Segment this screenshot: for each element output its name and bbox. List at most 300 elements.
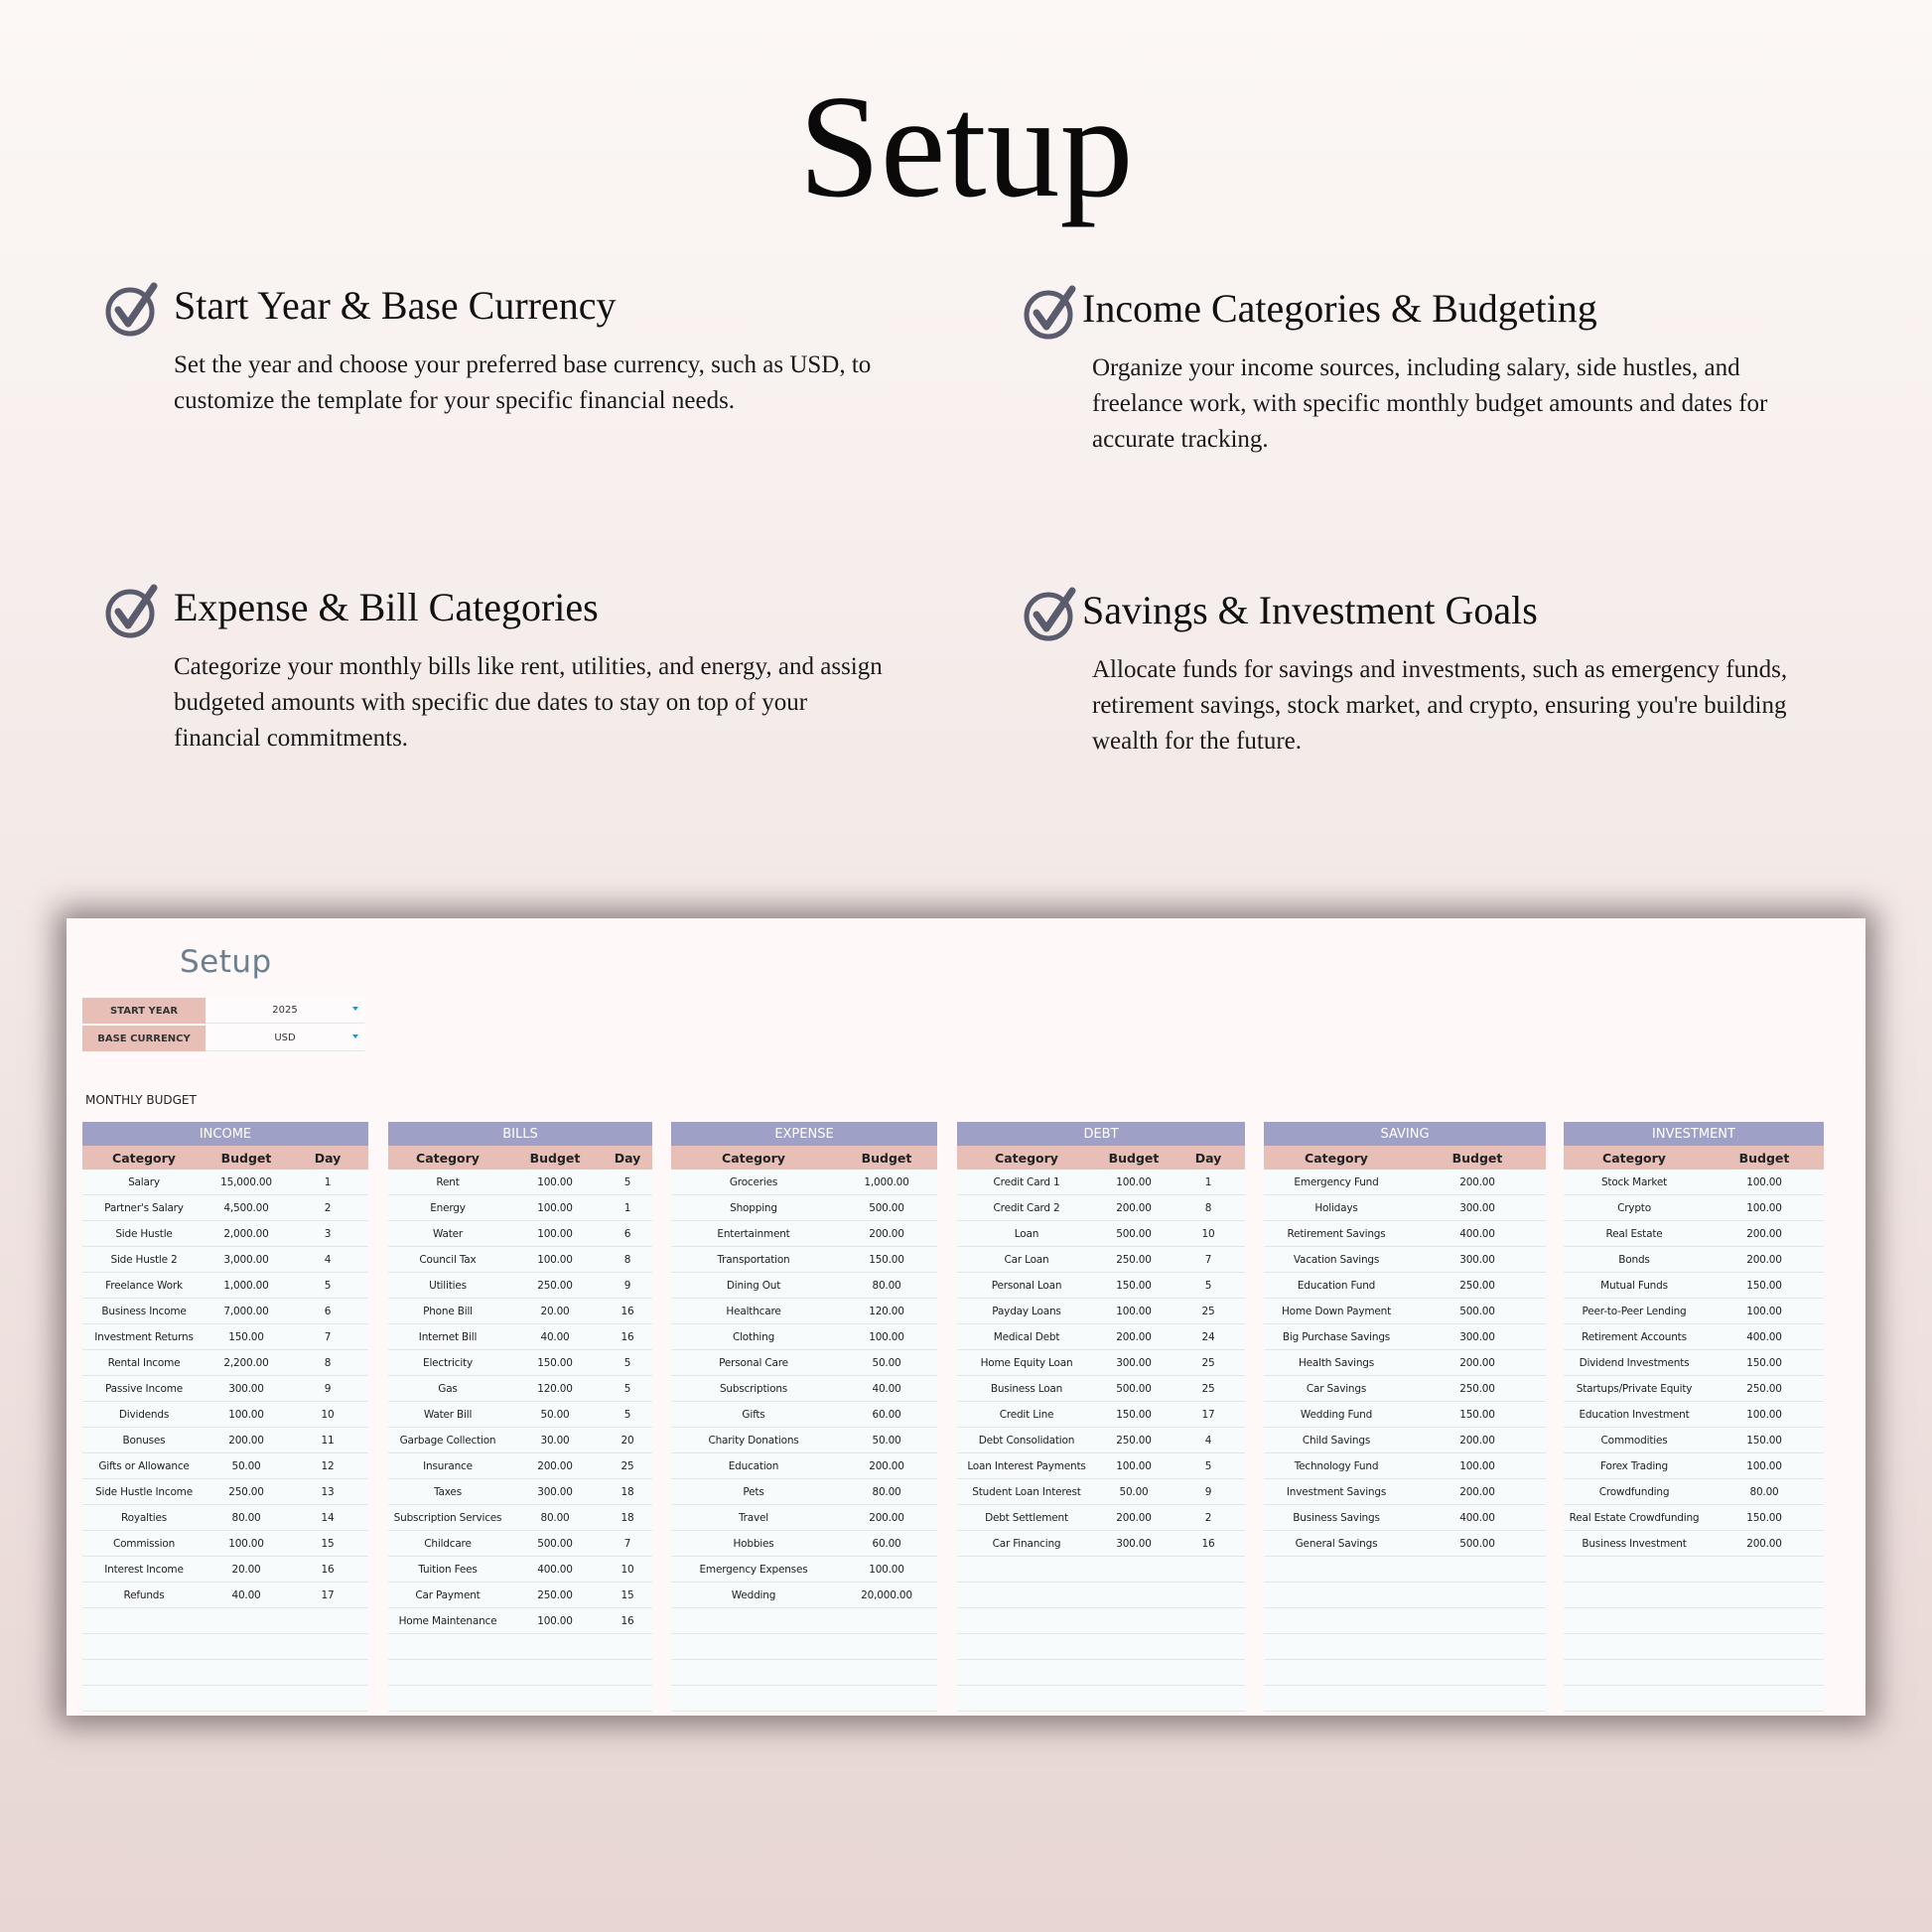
table-cell[interactable]: 100.00	[1746, 1175, 1782, 1188]
table-cell[interactable]: 20	[621, 1434, 634, 1447]
table-cell[interactable]: Personal Loan	[991, 1279, 1062, 1292]
table-cell[interactable]: Car Loan	[1004, 1253, 1049, 1266]
table-cell[interactable]: Business Savings	[1293, 1511, 1380, 1524]
table-row[interactable]	[1564, 1350, 1824, 1376]
table-cell[interactable]	[1264, 1557, 1409, 1582]
table-cell[interactable]: Charity Donations	[708, 1434, 799, 1447]
table-cell[interactable]: Car Savings	[1306, 1382, 1367, 1395]
table-cell[interactable]	[1705, 1583, 1824, 1607]
table-cell[interactable]: Pets	[743, 1485, 764, 1498]
table-cell[interactable]	[957, 1686, 1096, 1711]
table-cell[interactable]: 15,000.00	[220, 1175, 272, 1188]
table-row[interactable]	[1564, 1660, 1824, 1686]
table-row[interactable]	[1264, 1686, 1546, 1712]
table-row[interactable]	[1264, 1531, 1546, 1557]
table-cell[interactable]	[1564, 1686, 1705, 1711]
table-cell[interactable]: Side Hustle	[115, 1227, 173, 1240]
table-row[interactable]	[1264, 1634, 1546, 1660]
table-cell[interactable]	[957, 1660, 1096, 1685]
table-row[interactable]	[671, 1479, 937, 1505]
table-cell[interactable]: 150.00	[1459, 1408, 1495, 1421]
table-cell[interactable]: Medical Debt	[993, 1330, 1060, 1343]
table-cell[interactable]	[957, 1608, 1096, 1633]
table-cell[interactable]: Electricity	[423, 1356, 473, 1369]
table-cell[interactable]: Peer-to-Peer Lending	[1582, 1305, 1687, 1317]
table-cell[interactable]: 300.00	[537, 1485, 573, 1498]
table-row[interactable]	[1264, 1376, 1546, 1402]
table-cell[interactable]: 200.00	[1116, 1330, 1152, 1343]
table-row[interactable]	[82, 1299, 368, 1324]
table-cell[interactable]: 18	[621, 1511, 634, 1524]
table-cell[interactable]: Childcare	[424, 1537, 472, 1550]
table-cell[interactable]: 200.00	[869, 1459, 904, 1472]
table-cell[interactable]: Crowdfunding	[1598, 1485, 1670, 1498]
table-cell[interactable]: Subscription Services	[393, 1511, 502, 1524]
table-cell[interactable]: 18	[621, 1485, 634, 1498]
table-cell[interactable]	[1409, 1660, 1546, 1685]
table-row[interactable]	[1564, 1608, 1824, 1634]
table-cell[interactable]: 4	[1204, 1434, 1212, 1447]
table-cell[interactable]: Bonuses	[122, 1434, 166, 1447]
table-cell[interactable]	[1096, 1583, 1172, 1607]
table-cell[interactable]	[1172, 1686, 1245, 1711]
table-cell[interactable]	[957, 1634, 1096, 1659]
table-row[interactable]	[671, 1170, 937, 1195]
table-cell[interactable]: 100.00	[1746, 1459, 1782, 1472]
table-cell[interactable]	[671, 1608, 836, 1633]
table-cell[interactable]: Freelance Work	[105, 1279, 183, 1292]
table-row[interactable]	[671, 1583, 937, 1608]
table-cell[interactable]: 100.00	[1116, 1305, 1152, 1317]
table-row[interactable]	[82, 1453, 368, 1479]
table-cell[interactable]	[206, 1686, 287, 1711]
table-cell[interactable]: Shopping	[730, 1201, 777, 1214]
table-cell[interactable]: 200.00	[1746, 1537, 1782, 1550]
table-row[interactable]	[1264, 1299, 1546, 1324]
table-cell[interactable]: 250.00	[1459, 1382, 1495, 1395]
table-cell[interactable]: Water Bill	[423, 1408, 473, 1421]
table-cell[interactable]: 250.00	[1459, 1279, 1495, 1292]
table-cell[interactable]: 150.00	[1746, 1511, 1782, 1524]
table-cell[interactable]: Energy	[430, 1201, 466, 1214]
table-cell[interactable]	[1264, 1608, 1409, 1633]
table-cell[interactable]: 5	[1204, 1279, 1212, 1292]
table-cell[interactable]: Crypto	[1617, 1201, 1651, 1214]
table-cell[interactable]: Credit Line	[999, 1408, 1054, 1421]
table-cell[interactable]: Education Investment	[1579, 1408, 1690, 1421]
table-cell[interactable]	[287, 1660, 368, 1685]
table-row[interactable]	[957, 1402, 1245, 1428]
table-cell[interactable]: Side Hustle Income	[95, 1485, 193, 1498]
table-cell[interactable]	[1264, 1634, 1409, 1659]
table-cell[interactable]	[1096, 1660, 1172, 1685]
table-cell[interactable]: 500.00	[537, 1537, 573, 1550]
table-row[interactable]	[82, 1608, 368, 1634]
table-cell[interactable]	[1172, 1608, 1245, 1633]
table-row[interactable]	[957, 1608, 1245, 1634]
table-cell[interactable]: Bonds	[1618, 1253, 1650, 1266]
table-cell[interactable]	[836, 1608, 937, 1633]
dropdown-arrow-icon[interactable]	[352, 1007, 358, 1011]
table-cell[interactable]: 50.00	[231, 1459, 261, 1472]
table-cell[interactable]: 2	[324, 1201, 332, 1214]
table-cell[interactable]: 8	[1204, 1201, 1212, 1214]
table-cell[interactable]: 500.00	[1459, 1305, 1495, 1317]
table-cell[interactable]: Entertainment	[717, 1227, 790, 1240]
table-row[interactable]	[671, 1350, 937, 1376]
table-cell[interactable]	[957, 1557, 1096, 1582]
table-row[interactable]	[1564, 1273, 1824, 1299]
table-cell[interactable]: 500.00	[1116, 1227, 1152, 1240]
table-cell[interactable]: 100.00	[1116, 1459, 1152, 1472]
table-cell[interactable]: 400.00	[1459, 1227, 1495, 1240]
table-row[interactable]	[957, 1299, 1245, 1324]
table-cell[interactable]: 25	[1201, 1382, 1215, 1395]
table-cell[interactable]: Phone Bill	[423, 1305, 473, 1317]
table-cell[interactable]: 150.00	[1116, 1408, 1152, 1421]
table-row[interactable]	[671, 1402, 937, 1428]
table-cell[interactable]: 120.00	[537, 1382, 573, 1395]
table-cell[interactable]: 24	[1201, 1330, 1215, 1343]
table-row[interactable]	[1564, 1402, 1824, 1428]
table-cell[interactable]: Emergency Expenses	[699, 1563, 808, 1576]
table-row[interactable]	[388, 1505, 652, 1531]
table-row[interactable]	[957, 1376, 1245, 1402]
table-cell[interactable]: 8	[623, 1253, 631, 1266]
table-cell[interactable]: Real Estate	[1605, 1227, 1663, 1240]
table-cell[interactable]: 250.00	[1746, 1382, 1782, 1395]
table-cell[interactable]: 200.00	[1746, 1253, 1782, 1266]
table-row[interactable]	[671, 1221, 937, 1247]
table-cell[interactable]: 200.00	[537, 1459, 573, 1472]
table-cell[interactable]	[206, 1608, 287, 1633]
table-row[interactable]	[1264, 1170, 1546, 1195]
table-cell[interactable]: 1	[1204, 1175, 1212, 1188]
table-cell[interactable]: Rental Income	[107, 1356, 181, 1369]
table-cell[interactable]: Emergency Fund	[1294, 1175, 1379, 1188]
table-row[interactable]	[1564, 1324, 1824, 1350]
table-row[interactable]	[671, 1299, 937, 1324]
table-cell[interactable]: Wedding	[731, 1588, 776, 1601]
table-cell[interactable]: 10	[1201, 1227, 1215, 1240]
table-cell[interactable]: 7	[623, 1537, 631, 1550]
table-row[interactable]	[388, 1428, 652, 1453]
table-cell[interactable]	[671, 1686, 836, 1711]
table-cell[interactable]: 2,200.00	[223, 1356, 269, 1369]
table-cell[interactable]: 300.00	[1459, 1253, 1495, 1266]
table-cell[interactable]: 80.00	[872, 1485, 901, 1498]
table-row[interactable]	[957, 1247, 1245, 1273]
table-cell[interactable]: 150.00	[869, 1253, 904, 1266]
table-cell[interactable]: Business Income	[101, 1305, 187, 1317]
table-cell[interactable]: Car Payment	[415, 1588, 481, 1601]
table-row[interactable]	[1564, 1170, 1824, 1195]
table-cell[interactable]: 50.00	[1119, 1485, 1149, 1498]
table-cell[interactable]: 1,000.00	[223, 1279, 269, 1292]
table-cell[interactable]: 20.00	[540, 1305, 570, 1317]
table-cell[interactable]	[82, 1660, 206, 1685]
table-cell[interactable]: 250.00	[1116, 1253, 1152, 1266]
table-cell[interactable]	[82, 1608, 206, 1633]
table-row[interactable]	[82, 1376, 368, 1402]
table-cell[interactable]: 16	[621, 1305, 634, 1317]
table-cell[interactable]	[671, 1634, 836, 1659]
table-cell[interactable]: Internet Bill	[418, 1330, 478, 1343]
table-row[interactable]	[1564, 1686, 1824, 1712]
table-cell[interactable]: Student Loan Interest	[972, 1485, 1081, 1498]
table-cell[interactable]: Stock Market	[1600, 1175, 1668, 1188]
table-cell[interactable]: 5	[1204, 1459, 1212, 1472]
table-cell[interactable]: 100.00	[869, 1563, 904, 1576]
table-row[interactable]	[957, 1273, 1245, 1299]
table-cell[interactable]	[1096, 1608, 1172, 1633]
table-cell[interactable]	[1409, 1634, 1546, 1659]
table-row[interactable]	[1264, 1660, 1546, 1686]
table-cell[interactable]	[836, 1634, 937, 1659]
table-row[interactable]	[388, 1479, 652, 1505]
table-cell[interactable]: 120.00	[869, 1305, 904, 1317]
table-cell[interactable]: 8	[324, 1356, 332, 1369]
table-cell[interactable]: Gifts	[742, 1408, 765, 1421]
table-cell[interactable]: 30.00	[540, 1434, 570, 1447]
table-row[interactable]	[1264, 1402, 1546, 1428]
table-row[interactable]	[388, 1402, 652, 1428]
table-cell[interactable]: Credit Card 1	[993, 1175, 1060, 1188]
table-cell[interactable]: 250.00	[537, 1279, 573, 1292]
table-cell[interactable]	[1172, 1660, 1245, 1685]
table-row[interactable]	[388, 1247, 652, 1273]
table-cell[interactable]: Taxes	[434, 1485, 462, 1498]
table-row[interactable]	[1564, 1634, 1824, 1660]
table-cell[interactable]: Refunds	[123, 1588, 165, 1601]
table-cell[interactable]	[206, 1660, 287, 1685]
table-cell[interactable]	[287, 1686, 368, 1711]
table-cell[interactable]	[1172, 1634, 1245, 1659]
table-row[interactable]	[82, 1583, 368, 1608]
table-cell[interactable]: 20.00	[231, 1563, 261, 1576]
table-row[interactable]	[671, 1428, 937, 1453]
table-cell[interactable]: 50.00	[872, 1434, 901, 1447]
table-cell[interactable]: 60.00	[872, 1408, 901, 1421]
table-cell[interactable]	[507, 1686, 603, 1711]
table-cell[interactable]: 10	[321, 1408, 335, 1421]
table-row[interactable]	[82, 1660, 368, 1686]
table-row[interactable]	[82, 1479, 368, 1505]
table-cell[interactable]	[836, 1686, 937, 1711]
table-row[interactable]	[388, 1686, 652, 1712]
table-cell[interactable]	[1409, 1557, 1546, 1582]
table-row[interactable]	[1564, 1531, 1824, 1557]
table-row[interactable]	[957, 1221, 1245, 1247]
table-cell[interactable]: 150.00	[1116, 1279, 1152, 1292]
table-cell[interactable]: 200.00	[1116, 1511, 1152, 1524]
table-cell[interactable]: 200.00	[869, 1227, 904, 1240]
table-cell[interactable]: 16	[321, 1563, 335, 1576]
table-cell[interactable]: 16	[621, 1330, 634, 1343]
table-row[interactable]	[388, 1531, 652, 1557]
table-row[interactable]	[671, 1686, 937, 1712]
table-row[interactable]	[957, 1660, 1245, 1686]
table-cell[interactable]: Council Tax	[419, 1253, 477, 1266]
table-cell[interactable]: Groceries	[729, 1175, 778, 1188]
table-row[interactable]	[388, 1221, 652, 1247]
table-row[interactable]	[671, 1608, 937, 1634]
table-cell[interactable]	[1705, 1557, 1824, 1582]
table-cell[interactable]: 150.00	[228, 1330, 264, 1343]
table-cell[interactable]: 1	[623, 1201, 631, 1214]
table-cell[interactable]: Health Savings	[1298, 1356, 1375, 1369]
table-row[interactable]	[671, 1195, 937, 1221]
table-cell[interactable]: Clothing	[732, 1330, 775, 1343]
table-cell[interactable]: 40.00	[231, 1588, 261, 1601]
table-cell[interactable]	[82, 1634, 206, 1659]
table-cell[interactable]	[1172, 1583, 1245, 1607]
table-cell[interactable]: Dividends	[118, 1408, 170, 1421]
table-row[interactable]	[957, 1170, 1245, 1195]
table-cell[interactable]: 300.00	[1116, 1537, 1152, 1550]
table-row[interactable]	[388, 1350, 652, 1376]
table-cell[interactable]: 250.00	[1116, 1434, 1152, 1447]
table-row[interactable]	[957, 1479, 1245, 1505]
table-cell[interactable]: 50.00	[540, 1408, 570, 1421]
table-row[interactable]	[82, 1195, 368, 1221]
table-row[interactable]	[82, 1324, 368, 1350]
table-cell[interactable]: Mutual Funds	[1600, 1279, 1668, 1292]
table-cell[interactable]: Business Investment	[1582, 1537, 1687, 1550]
table-row[interactable]	[388, 1453, 652, 1479]
table-cell[interactable]: Gifts or Allowance	[98, 1459, 190, 1472]
table-row[interactable]	[671, 1324, 937, 1350]
table-cell[interactable]: 80.00	[872, 1279, 901, 1292]
table-cell[interactable]: Home Down Payment	[1281, 1305, 1391, 1317]
table-row[interactable]	[82, 1402, 368, 1428]
table-cell[interactable]: 50.00	[872, 1356, 901, 1369]
table-cell[interactable]: 2,000.00	[223, 1227, 269, 1240]
table-row[interactable]	[82, 1531, 368, 1557]
table-cell[interactable]: 6	[324, 1305, 332, 1317]
table-cell[interactable]: Holidays	[1314, 1201, 1358, 1214]
table-row[interactable]	[82, 1247, 368, 1273]
table-cell[interactable]: Travel	[738, 1511, 768, 1524]
table-row[interactable]	[1564, 1428, 1824, 1453]
table-cell[interactable]: 10	[621, 1563, 634, 1576]
table-cell[interactable]	[1096, 1686, 1172, 1711]
table-cell[interactable]: Water	[432, 1227, 464, 1240]
table-cell[interactable]: Vacation Savings	[1293, 1253, 1380, 1266]
table-cell[interactable]: 2	[1204, 1511, 1212, 1524]
table-row[interactable]	[671, 1273, 937, 1299]
table-cell[interactable]	[1564, 1583, 1705, 1607]
table-row[interactable]	[671, 1557, 937, 1583]
table-cell[interactable]: 100.00	[869, 1330, 904, 1343]
table-cell[interactable]	[1096, 1634, 1172, 1659]
table-cell[interactable]: 250.00	[228, 1485, 264, 1498]
table-cell[interactable]: 1,000.00	[864, 1175, 909, 1188]
table-cell[interactable]: 5	[623, 1382, 631, 1395]
table-cell[interactable]: 100.00	[537, 1175, 573, 1188]
table-row[interactable]	[1264, 1608, 1546, 1634]
table-cell[interactable]: 500.00	[869, 1201, 904, 1214]
table-cell[interactable]: 5	[623, 1175, 631, 1188]
table-cell[interactable]	[1705, 1608, 1824, 1633]
table-row[interactable]	[1264, 1350, 1546, 1376]
table-cell[interactable]	[836, 1660, 937, 1685]
table-cell[interactable]	[82, 1686, 206, 1711]
table-row[interactable]	[957, 1453, 1245, 1479]
table-cell[interactable]: Insurance	[423, 1459, 473, 1472]
table-cell[interactable]: 200.00	[1459, 1356, 1495, 1369]
table-cell[interactable]: 100.00	[537, 1201, 573, 1214]
table-row[interactable]	[82, 1221, 368, 1247]
table-cell[interactable]: Education Fund	[1297, 1279, 1376, 1292]
table-cell[interactable]: 200.00	[1116, 1201, 1152, 1214]
table-cell[interactable]: 200.00	[869, 1511, 904, 1524]
table-cell[interactable]: Dividend Investments	[1579, 1356, 1690, 1369]
table-row[interactable]	[82, 1686, 368, 1712]
table-cell[interactable]: 9	[1204, 1485, 1212, 1498]
table-cell[interactable]	[1705, 1634, 1824, 1659]
table-cell[interactable]	[507, 1660, 603, 1685]
table-cell[interactable]: 200.00	[228, 1434, 264, 1447]
table-cell[interactable]	[1409, 1583, 1546, 1607]
table-cell[interactable]: 200.00	[1746, 1227, 1782, 1240]
table-cell[interactable]: 100.00	[537, 1614, 573, 1627]
table-cell[interactable]: 40.00	[872, 1382, 901, 1395]
table-row[interactable]	[82, 1634, 368, 1660]
table-cell[interactable]	[1409, 1608, 1546, 1633]
table-cell[interactable]: 5	[623, 1356, 631, 1369]
table-cell[interactable]: Education	[728, 1459, 779, 1472]
table-row[interactable]	[1564, 1583, 1824, 1608]
table-cell[interactable]: 80.00	[231, 1511, 261, 1524]
table-row[interactable]	[671, 1505, 937, 1531]
table-row[interactable]	[671, 1453, 937, 1479]
table-row[interactable]	[1564, 1505, 1824, 1531]
table-cell[interactable]: 400.00	[537, 1563, 573, 1576]
table-cell[interactable]	[1264, 1686, 1409, 1711]
table-row[interactable]	[82, 1170, 368, 1195]
table-cell[interactable]: Utilities	[429, 1279, 467, 1292]
table-cell[interactable]	[671, 1660, 836, 1685]
table-cell[interactable]: 100.00	[1746, 1305, 1782, 1317]
table-cell[interactable]: 150.00	[1746, 1279, 1782, 1292]
table-cell[interactable]	[1264, 1660, 1409, 1685]
table-row[interactable]	[1564, 1299, 1824, 1324]
table-cell[interactable]	[1409, 1686, 1546, 1711]
table-cell[interactable]: Debt Settlement	[985, 1511, 1068, 1524]
table-row[interactable]	[957, 1531, 1245, 1557]
table-row[interactable]	[1264, 1505, 1546, 1531]
table-row[interactable]	[82, 1273, 368, 1299]
table-cell[interactable]: Healthcare	[726, 1305, 781, 1317]
table-cell[interactable]: Gas	[438, 1382, 458, 1395]
table-cell[interactable]	[603, 1660, 652, 1685]
table-cell[interactable]: 12	[321, 1459, 335, 1472]
table-row[interactable]	[1264, 1557, 1546, 1583]
table-cell[interactable]: 100.00	[537, 1227, 573, 1240]
table-cell[interactable]: 200.00	[1459, 1485, 1495, 1498]
table-cell[interactable]: 150.00	[537, 1356, 573, 1369]
table-cell[interactable]: 9	[324, 1382, 332, 1395]
table-row[interactable]	[957, 1350, 1245, 1376]
table-row[interactable]	[388, 1634, 652, 1660]
table-cell[interactable]	[1564, 1660, 1705, 1685]
table-cell[interactable]: 20,000.00	[861, 1588, 912, 1601]
table-cell[interactable]: 5	[623, 1408, 631, 1421]
table-cell[interactable]: Credit Card 2	[993, 1201, 1060, 1214]
table-cell[interactable]: Commodities	[1600, 1434, 1668, 1447]
table-cell[interactable]	[206, 1634, 287, 1659]
